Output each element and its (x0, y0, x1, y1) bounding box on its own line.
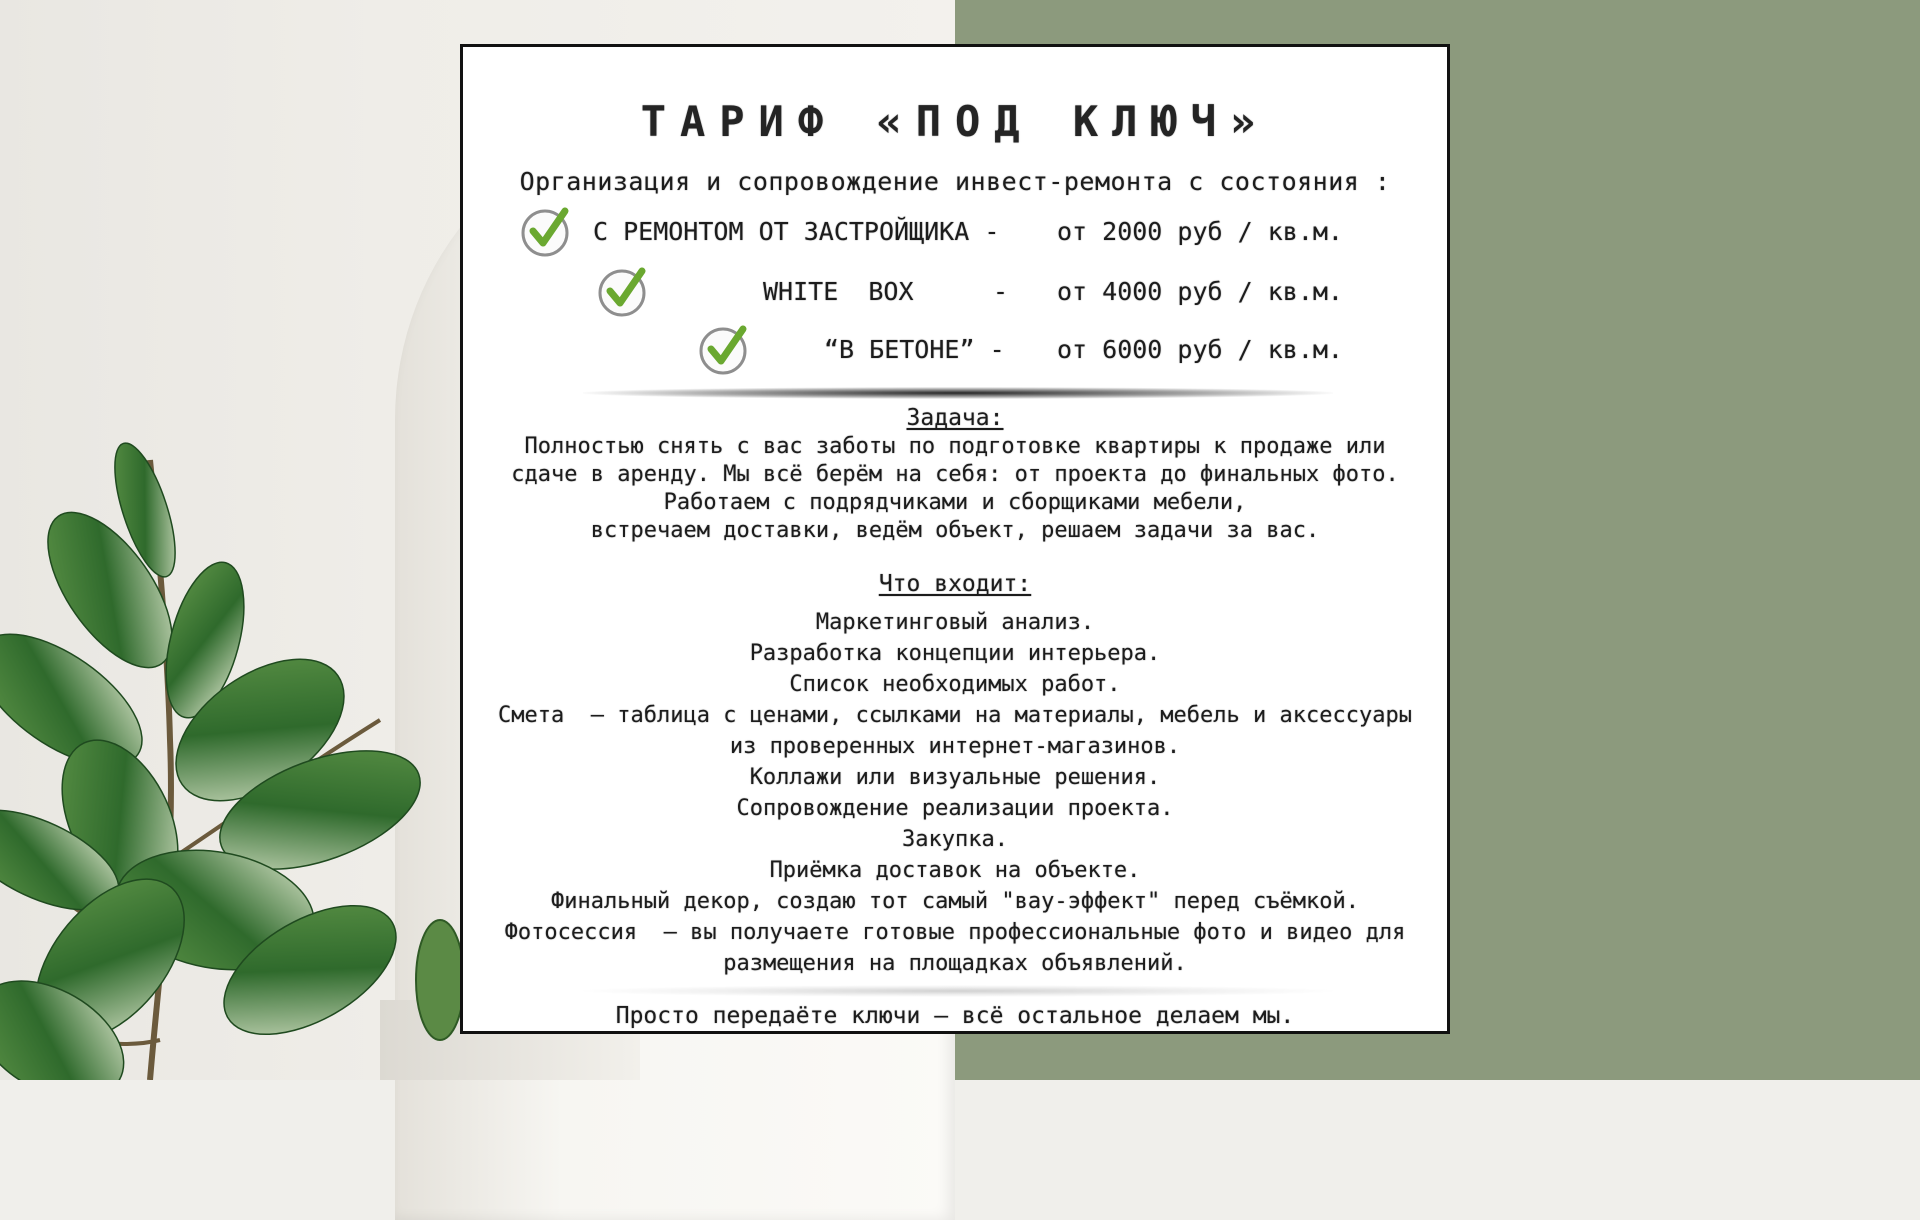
list-item: Коллажи или визуальные решения. (749, 765, 1161, 790)
check-circle-icon (699, 323, 751, 375)
tier-name: WHITE BOX (763, 277, 914, 306)
tier-row (463, 323, 1453, 379)
tier-row (463, 265, 1453, 321)
tier-dash: - (993, 277, 1009, 306)
check-circle-icon (521, 205, 573, 257)
card-subtitle: Организация и сопровождение инвест-ремонта с состояния : (519, 167, 1391, 196)
list-item: размещения на площадках объявлений. (723, 951, 1187, 976)
task-line: встречаем доставки, ведём объект, решаем задачи за вас. (590, 518, 1320, 543)
task-line: Полностью снять с вас заботы по подготовке квартиры к продаже или (524, 434, 1386, 459)
list-item: Закупка. (902, 827, 1008, 852)
list-item: Фотосессия — вы получаете готовые профессиональные фото и видео для (504, 920, 1406, 945)
card-title: ТАРИФ «ПОД КЛЮЧ» (640, 97, 1270, 146)
tier-row (463, 205, 1453, 261)
tier-price: от 4000 руб / кв.м. (1057, 277, 1343, 306)
includes-list (463, 607, 1447, 979)
tier-name: С РЕМОНТОМ ОТ ЗАСТРОЙЩИКА - (593, 217, 1000, 246)
list-item: Приёмка доставок на объекте. (769, 858, 1141, 883)
list-item: Список необходимых работ. (789, 672, 1121, 697)
list-item: Разработка концепции интерьера. (749, 641, 1161, 666)
list-item: из проверенных интернет-магазинов. (729, 734, 1181, 759)
tier-name: “В БЕТОНЕ” - (824, 335, 1005, 364)
list-item: Сопровождение реализации проекта. (736, 796, 1174, 821)
tier-price: от 2000 руб / кв.м. (1057, 217, 1343, 246)
task-description (463, 433, 1447, 545)
list-item: Финальный декор, создаю тот самый "вау-эффект" перед съёмкой. (551, 889, 1359, 914)
check-circle-icon (598, 265, 650, 317)
divider (583, 985, 1333, 997)
list-item: Смета — таблица с ценами, ссылками на материалы, мебель и аксессуары (498, 703, 1412, 728)
tier-price: от 6000 руб / кв.м. (1057, 335, 1343, 364)
divider (583, 387, 1333, 399)
includes-heading: Что входит: (878, 571, 1032, 597)
list-item: Маркетинговый анализ. (815, 610, 1095, 635)
task-heading: Задача: (906, 405, 1004, 431)
tariff-card (460, 44, 1450, 1034)
task-line: Работаем с подрядчиками и сборщиками мебели, (663, 490, 1247, 515)
task-line: сдаче в аренду. Мы всё берём на себя: от проекта до финальных фото. (511, 462, 1399, 487)
card-footer: Просто передаёте ключи — всё остальное делаем мы. (615, 1003, 1295, 1029)
